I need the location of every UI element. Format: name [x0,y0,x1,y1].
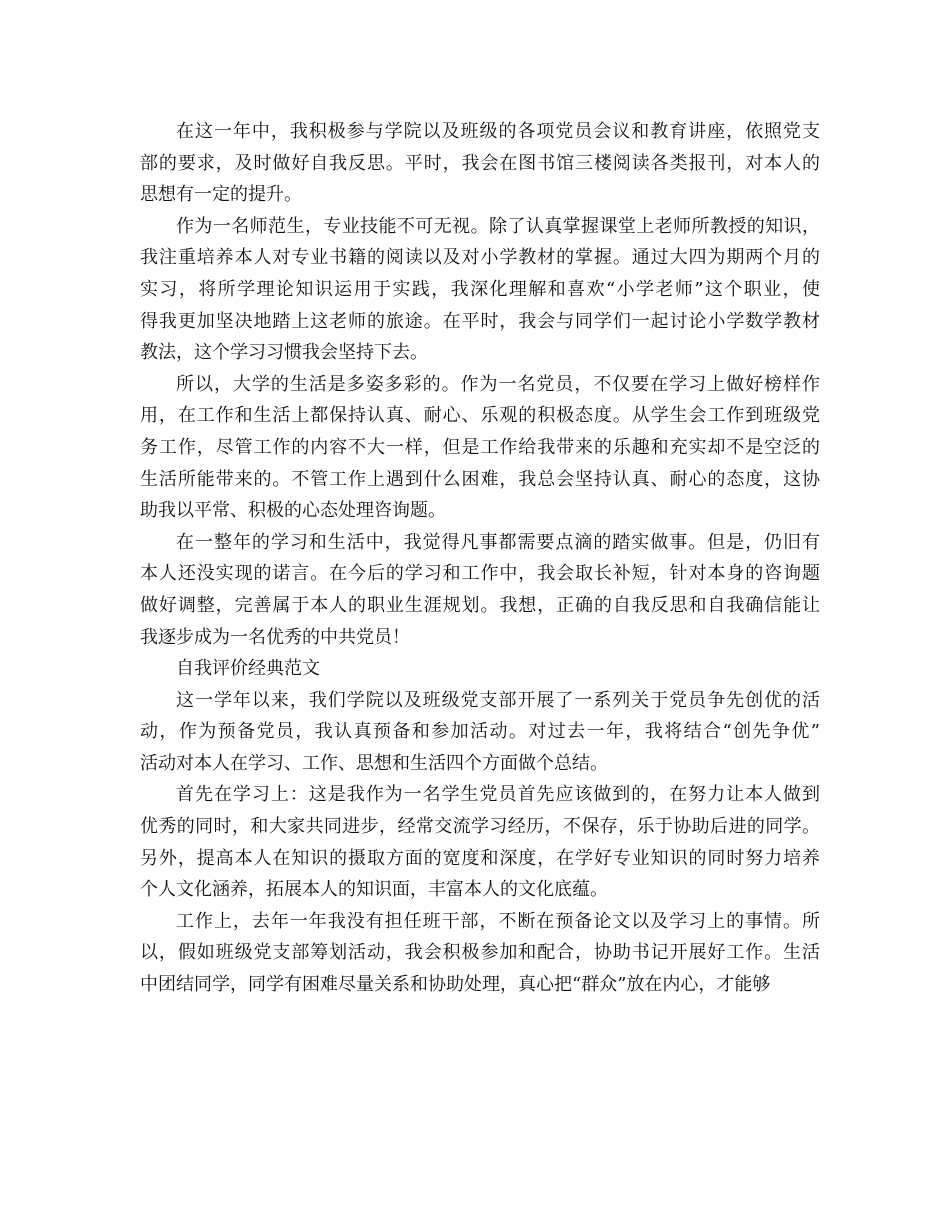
paragraph-line: 作为一名师范生，专业技能不可无视。除了认真掌握课堂上老师所教授的知识， [176,215,820,237]
paragraph-line: 所以，大学的生活是多姿多彩的。作为一名党员，不仅要在学习上做好榜样作 [176,373,820,395]
paragraph-line: 教法，这个学习习惯我会坚持下去。 [140,342,428,364]
paragraph [140,369,820,527]
paragraph-line: 务工作，尽管工作的内容不大一样，但是工作给我带来的乐趣和充实却不是空泛的 [140,436,820,458]
paragraph-line: 思想有一定的提升。 [140,184,302,206]
document-body [140,116,820,1001]
paragraph-line: 部的要求，及时做好自我反思。平时，我会在图书馆三楼阅读各类报刊，对本人的 [140,152,820,174]
paragraph-line: 生活所能带来的。不管工作上遇到什么困难，我总会坚持认真、耐心的态度，这协 [140,468,820,490]
paragraph-line: 我注重培养本人对专业书籍的阅读以及对小学教材的掌握。通过大四为期两个月的 [140,247,820,269]
paragraph [140,906,820,1001]
paragraph-line: 助我以平常、积极的心态处理咨询题。 [140,500,446,522]
paragraph-line: 另外，提高本人在知识的摄取方面的宽度和深度，在学好专业知识的同时努力培养 [140,847,820,869]
paragraph-line: 自我评价经典范文 [176,658,320,680]
paragraph-line: 在一整年的学习和生活中，我觉得凡事都需要点滴的踏实做事。但是，仍旧有 [176,531,820,553]
paragraph-line: 我逐步成为一名优秀的中共党员！ [140,626,410,648]
paragraph [140,527,820,653]
paragraph [140,116,820,211]
paragraph-line: 以，假如班级党支部筹划活动，我会积极参加和配合，协助书记开展好工作。生活 [140,942,820,964]
paragraph-line: 这一学年以来，我们学院以及班级党支部开展了一系列关于党员争先创优的活 [176,689,820,711]
paragraph-line: 工作上，去年一年我没有担任班干部，不断在预备论文以及学习上的事情。所 [176,910,820,932]
paragraph-line: 动，作为预备党员，我认真预备和参加活动。对过去一年，我将结合“创先争优” [140,721,820,743]
paragraph-line: 本人还没实现的诺言。在今后的学习和工作中，我会取长补短，针对本身的咨询题 [140,563,820,585]
paragraph-line: 首先在学习上：这是我作为一名学生党员首先应该做到的，在努力让本人做到 [176,784,820,806]
paragraph-line: 个人文化涵养，拓展本人的知识面，丰富本人的文化底蕴。 [140,879,608,901]
paragraph [140,653,820,685]
paragraph-line: 在这一年中，我积极参与学院以及班级的各项党员会议和教育讲座，依照党支 [176,121,820,142]
paragraph-line: 实习，将所学理论知识运用于实践，我深化理解和喜欢“小学老师”这个职业，使 [140,278,820,300]
paragraph [140,685,820,780]
paragraph-line: 做好调整，完善属于本人的职业生涯规划。我想，正确的自我反思和自我确信能让 [140,594,820,616]
paragraph [140,211,820,369]
paragraph-line: 中团结同学，同学有困难尽量关系和协助处理，真心把“群众”放在内心，才能够 [140,974,771,996]
paragraph-line: 得我更加坚决地踏上这老师的旅途。在平时，我会与同学们一起讨论小学数学教材 [140,310,820,332]
paragraph-line: 用，在工作和生活上都保持认真、耐心、乐观的积极态度。从学生会工作到班级党 [140,405,820,427]
paragraph-line: 优秀的同时，和大家共同进步，经常交流学习经历，不保存，乐于协助后进的同学。 [140,816,820,838]
paragraph-line: 活动对本人在学习、工作、思想和生活四个方面做个总结。 [140,752,608,774]
paragraph [140,779,820,905]
